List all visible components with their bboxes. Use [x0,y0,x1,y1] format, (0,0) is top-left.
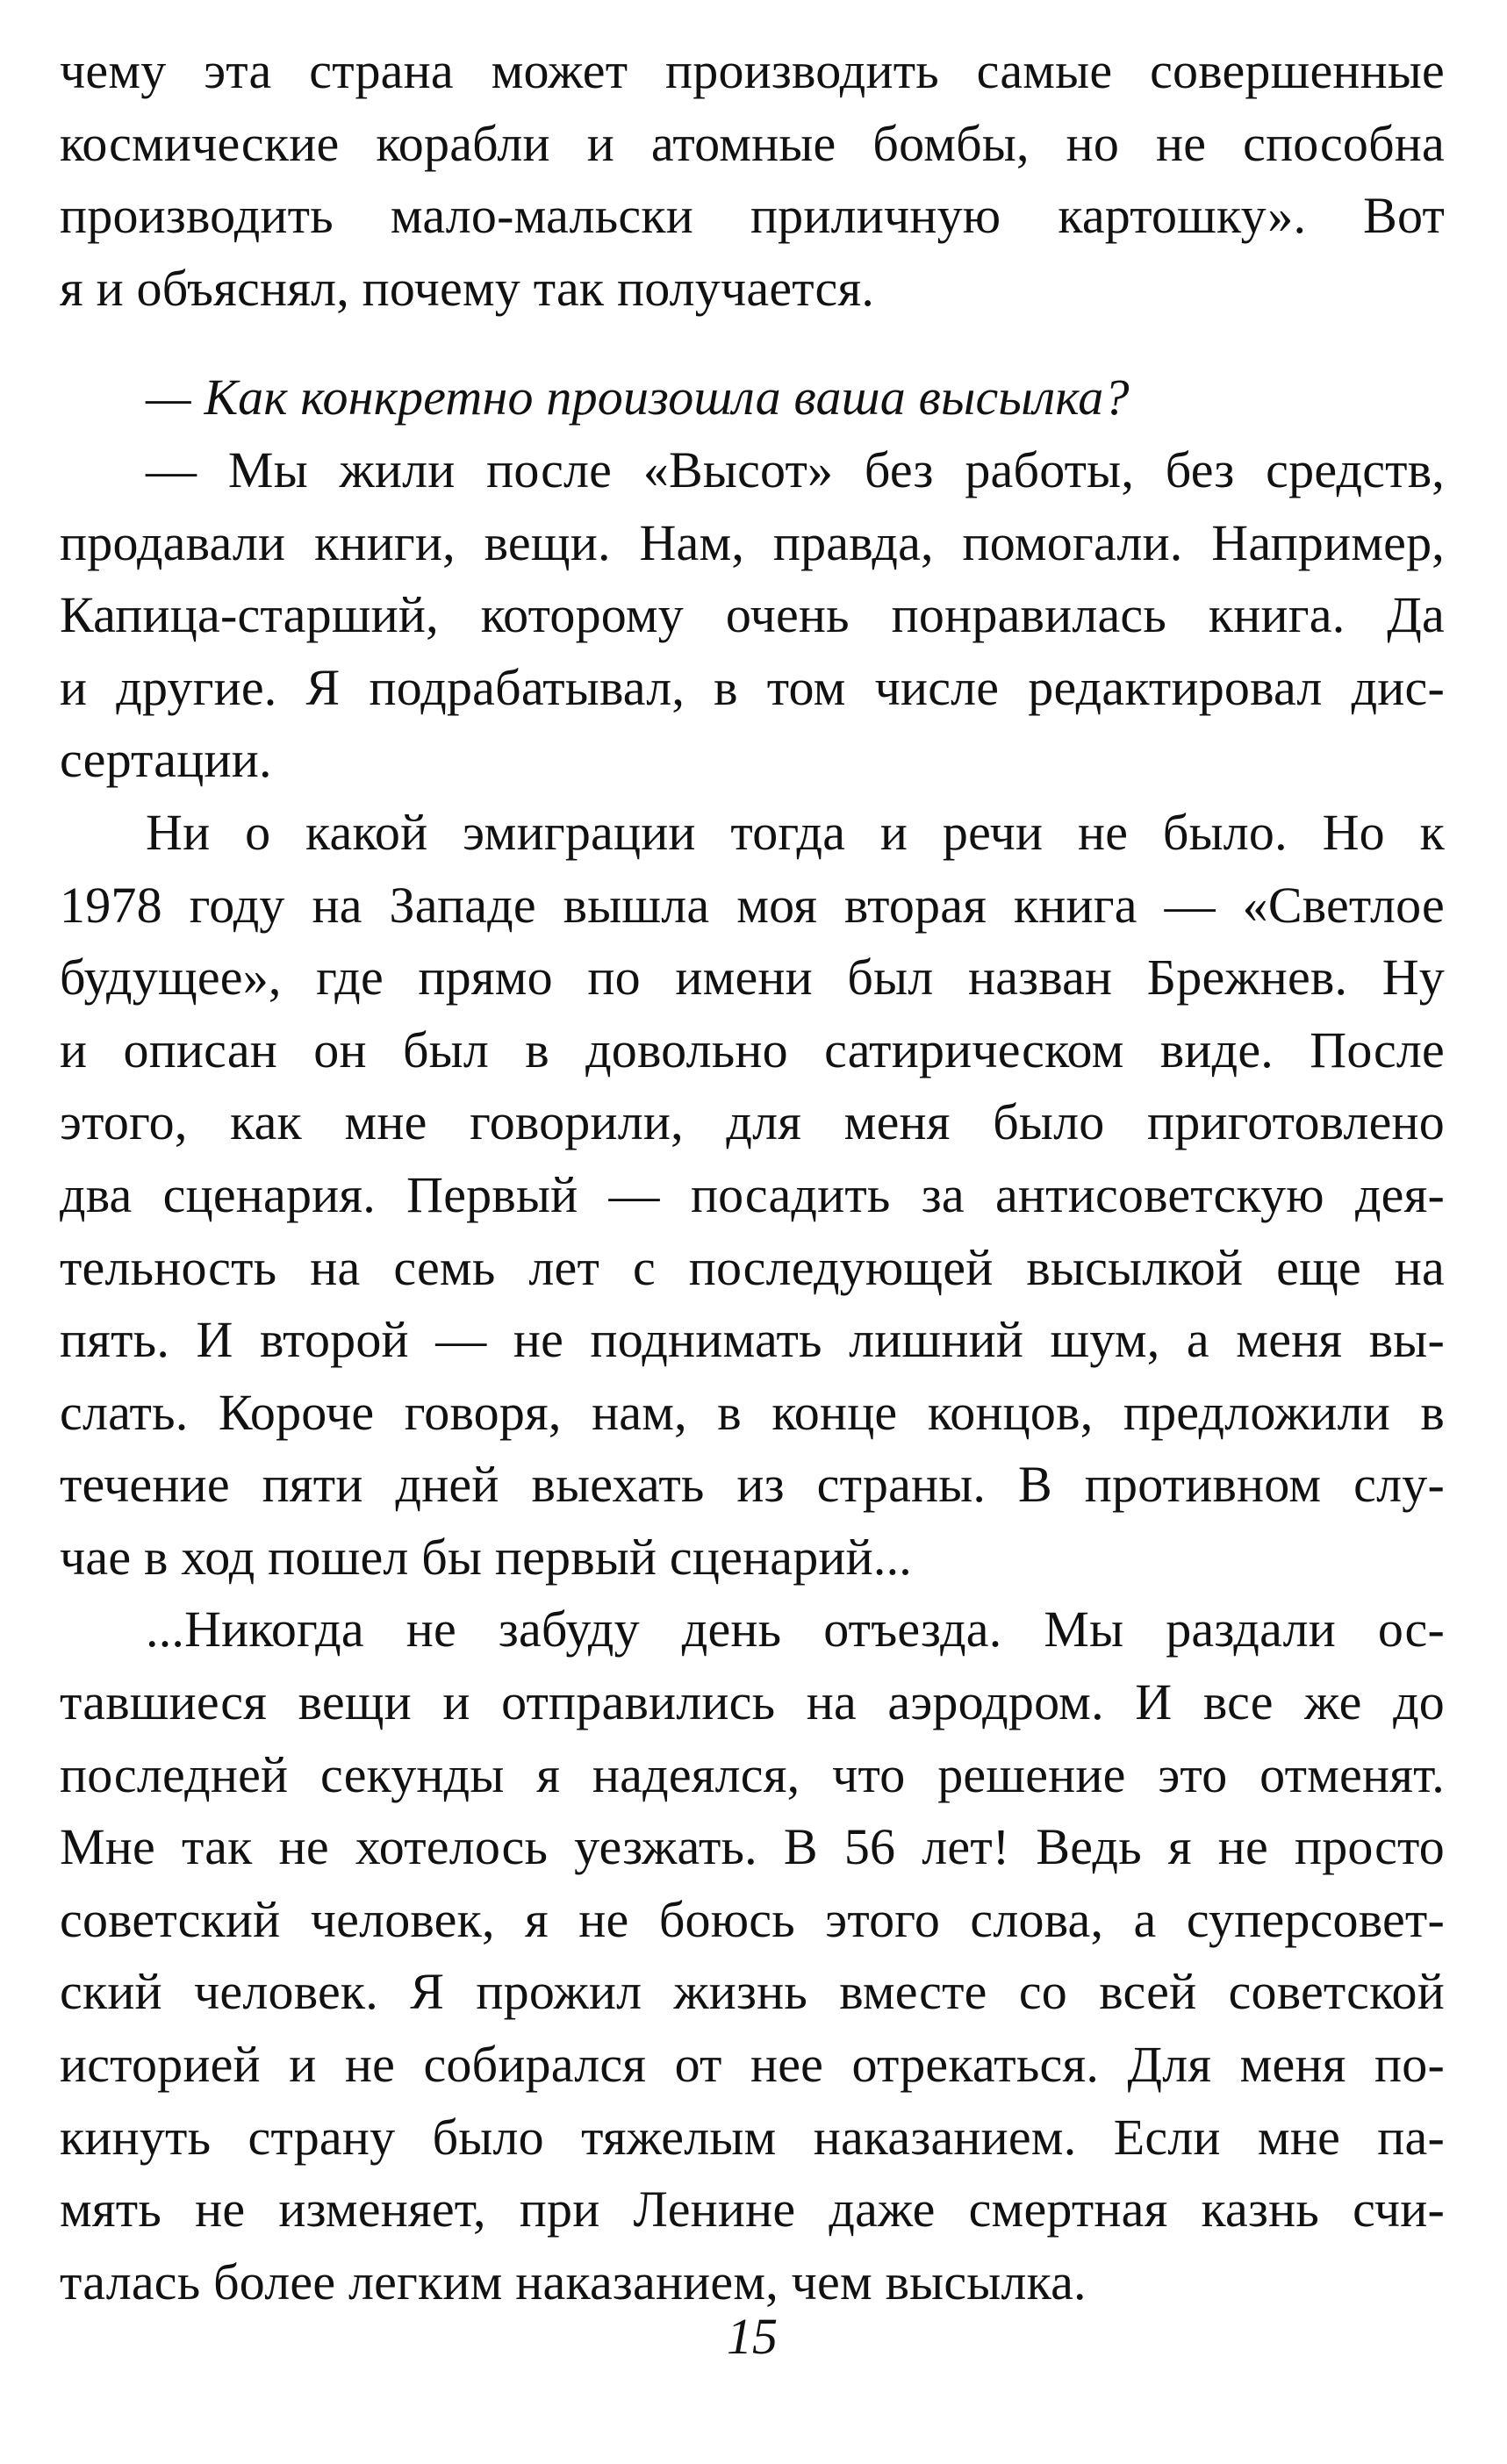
text-line: я и объяснял, почему так получается. [60,259,875,317]
paragraph-continuation [60,35,1445,325]
text-line: Капица-старший, которому очень понравилась книга. Да [60,586,1445,644]
text-line: талась более легким наказанием, чем высылка. [60,2253,1087,2310]
book-page [60,35,1445,2439]
text-line: историей и не собирался от нее отрекаться. Для меня по- [60,2036,1445,2094]
text-line: продавали книги, вещи. Нам, правда, помогали. Например, [60,513,1445,571]
interview-question [60,362,1445,434]
text-line: Ни о какой эмиграции тогда и речи не было. Но к [146,803,1445,861]
text-line: тельность на семь лет с последующей высылкой еще на [60,1238,1445,1296]
text-line: космические корабли и атомные бомбы, но не способна [60,114,1445,172]
text-line: течение пяти дней выехать из страны. В противном слу- [60,1456,1445,1514]
text-line: 1978 году на Западе вышла моя вторая книга — «Светлое [60,876,1445,934]
text-line: советский человек, я не боюсь этого слова, а суперсовет- [60,1890,1445,1948]
text-line: — Как конкретно произошла ваша высылка? [146,369,1130,426]
text-line: — Мы жили после «Высот» без работы, без средств, [146,441,1445,498]
paragraph-gap [60,325,1445,362]
text-line: и другие. Я подрабатывал, в том числе редактировал дис- [60,658,1445,716]
text-line: мять не изменяет, при Ленине даже смертная казнь счи- [60,2181,1445,2238]
text-line: кинуть страну было тяжелым наказанием. Если мне па- [60,2108,1445,2166]
text-line: производить мало-мальски приличную картошку». Вот [60,187,1445,245]
paragraph-departure [60,1594,1445,2318]
text-line: этого, как мне говорили, для меня было приготовлено [60,1093,1445,1151]
text-line: сертации. [60,731,272,789]
text-line: ский человек. Я прожил жизнь вместе со всей советской [60,1963,1445,2021]
text-line: последней секунды я надеялся, что решение это отменят. [60,1745,1445,1803]
text-line: и описан он был в довольно сатирическом виде. После [60,1021,1445,1078]
text-line: Мне так не хотелось уезжать. В 56 лет! Ведь я не просто [60,1818,1445,1876]
paragraph-answer [60,434,1445,797]
text-line: будущее», где прямо по имени был назван Брежнев. Ну [60,949,1445,1006]
page-number: 15 [727,2308,778,2365]
text-line: чему эта страна может производить самые совершенные [60,42,1445,99]
paragraph-emigration [60,797,1445,1594]
text-line: чае в ход пошел бы первый сценарий... [60,1528,912,1586]
text-line: тавшиеся вещи и отправились на аэродром. И все же до [60,1673,1445,1731]
text-line: слать. Короче говоря, нам, в конце концов, предложили в [60,1383,1445,1441]
text-line: пять. И второй — не поднимать лишний шум, а меня вы- [60,1311,1445,1369]
text-line: ...Никогда не забуду день отъезда. Мы раздали ос- [146,1601,1445,1658]
text-line: два сценария. Первый — посадить за антисоветскую дея- [60,1165,1445,1223]
